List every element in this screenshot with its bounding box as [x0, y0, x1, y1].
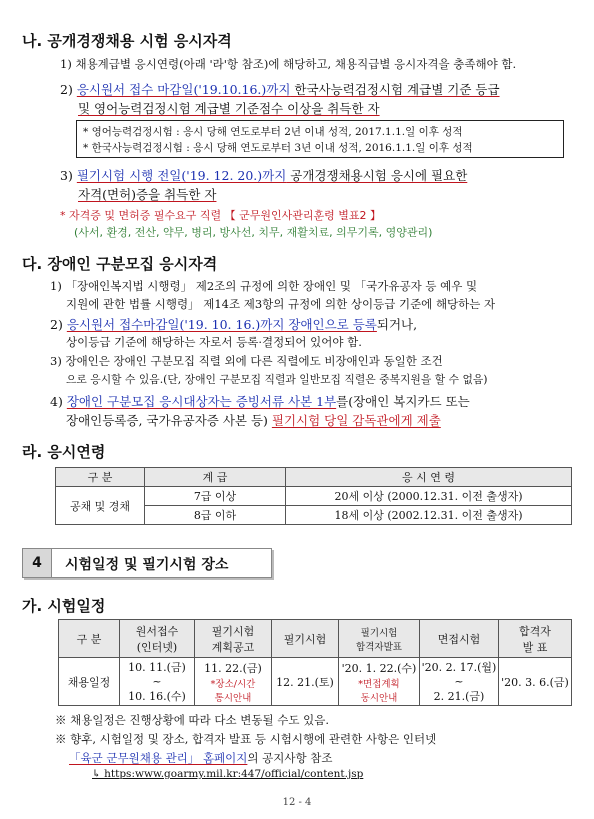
schedule-notice-cell — [195, 658, 272, 706]
age-grade-cell: 8급 이하 — [145, 506, 286, 525]
schedule-header-text: 필기시험 — [360, 627, 398, 639]
ga-note-1: ※ 채용일정은 진행상황에 따라 다소 변동될 수도 있음. — [55, 713, 330, 727]
schedule-header-text: 면접시험 — [437, 632, 481, 646]
da-item-2 — [50, 315, 417, 333]
schedule-cell-text: ~ — [152, 675, 162, 688]
age-header-grade: 계 급 — [145, 468, 286, 487]
schedule-interview-cell — [420, 658, 499, 706]
section-title-ga: 가. 시험일정 — [22, 597, 106, 615]
da-item-1-line-2: 지원에 관한 법률 시행령」 제14조 제3항의 규정에 의한 상이등급 기준에 해당하는 자 — [66, 297, 496, 311]
schedule-cell-note: 동시안내 — [360, 692, 398, 704]
recruitment-homepage-link[interactable]: 「육군 군무원채용 관리」 홈페이지 — [69, 751, 248, 765]
da-item-4-proof: 장애인 구분모집 응시대상자는 증빙서류 사본 1부 — [66, 394, 337, 409]
da-item-3-line-1: 3) 장애인은 장애인 구분모집 직렬 외에 다른 직렬에도 비장애인과 동일한 조건 — [50, 354, 443, 368]
na-item-1: 1) 채용계급별 응시연령(아래 '라'항 참조)에 해당하고, 채용직급별 응시자격을 충족해야 함. — [60, 57, 517, 71]
da-item-4-submit: 필기시험 당일 감독관에게 제출 — [271, 413, 441, 428]
da-item-2-tail: 되거나, — [376, 317, 418, 332]
schedule-cell-text: '20. 1. 22.(수) — [341, 661, 417, 675]
page-number: 12 - 4 — [282, 797, 312, 808]
schedule-exam-cell: 12. 21.(토) — [272, 658, 339, 706]
section-4-number: 4 — [23, 549, 52, 577]
da-item-2-num: 2) — [50, 317, 63, 332]
da-item-3-line-2: 으로 응시할 수 있음.(단, 장애인 구분모집 직렬과 일반모집 직렬은 중복지원을 할 수 없음) — [66, 373, 488, 386]
na-item-2-english: 및 영어능력검정시험 계급별 기준점수 이상을 취득한 자 — [78, 101, 380, 116]
section-title-na: 나. 공개경쟁채용 시험 응시자격 — [22, 32, 232, 50]
schedule-cell-text: 2. 21.(금) — [433, 690, 485, 703]
na-note-english: * 영어능력검정시험 : 응시 당해 연도로부터 2년 이내 성적, 2017.1.1.일 이후 성적 — [83, 126, 463, 138]
ga-note-3-tail: 의 공지사항 참조 — [247, 751, 333, 765]
na-item-2-deadline: 응시원서 접수 마감일('19.10.16.)까지 — [76, 82, 291, 97]
schedule-header-text: 발 표 — [522, 640, 548, 654]
na-item-3-license: 자격(면허)증을 취득한 자 — [78, 187, 217, 202]
da-item-2-deadline: 응시원서 접수마감일('19. 10. 16.)까지 — [66, 317, 285, 332]
na-required-license-list: (사서, 환경, 전산, 약무, 병리, 방사선, 치무, 재활치료, 의무기록, 영양관리) — [74, 226, 433, 239]
section-4-title: 시험일정 및 필기시험 장소 — [65, 557, 229, 573]
schedule-table — [58, 619, 572, 706]
section-4-header — [22, 548, 272, 578]
schedule-result-cell — [339, 658, 420, 706]
na-note-korean-history: * 한국사능력검정시험 : 응시 당해 연도로부터 3년 이내 성적, 2016.1.1.일 이후 성적 — [83, 142, 473, 154]
schedule-cell-text: ~ — [454, 675, 464, 688]
schedule-header-application — [120, 620, 195, 658]
schedule-row-label: 채용일정 — [59, 658, 120, 706]
schedule-header-final — [499, 620, 572, 658]
schedule-header-text: 계획공고 — [211, 640, 255, 654]
na-item-2-num: 2) — [60, 82, 73, 97]
homepage-url-link[interactable]: ↳ https:www.goarmy.mil.kr:447/official/content.jsp — [92, 768, 364, 780]
schedule-header-text: 필기시험 — [283, 632, 327, 646]
schedule-cell-note: 통시안내 — [214, 692, 252, 704]
na-item-2 — [60, 80, 500, 98]
da-item-2-line-2: 상이등급 기준에 해당하는 자로서 등록·결정되어 있어야 함. — [66, 335, 362, 349]
na-item-2-korean-history: 한국사능력검정시험 계급별 기준 등급 — [290, 82, 500, 97]
da-item-4-documents: 장애인등록증, 국가유공자증 사본 등) — [66, 413, 272, 428]
schedule-header-text: 합격자 — [519, 624, 551, 638]
schedule-header-category — [59, 620, 120, 658]
na-notes-box — [76, 120, 564, 158]
da-item-4 — [50, 392, 470, 410]
na-item-3 — [60, 166, 467, 184]
da-item-4-num: 4) — [50, 394, 63, 409]
schedule-cell-text: '20. 2. 17.(월) — [421, 661, 497, 674]
na-required-license-note: * 자격증 및 면허증 필수요구 직렬 【 군무원인사관리훈령 별표2 】 — [60, 209, 381, 222]
age-header-category: 구 분 — [56, 468, 145, 487]
schedule-header-text: (인터넷) — [136, 640, 178, 654]
section-title-da: 다. 장애인 구분모집 응시자격 — [22, 255, 218, 273]
schedule-cell-text: 10. 16.(수) — [128, 690, 186, 703]
da-item-4-tail: 를(장애인 복지카드 또는 — [336, 394, 470, 409]
schedule-header-written-notice — [195, 620, 272, 658]
na-item-3-deadline: 필기시험 시행 전일('19. 12. 20.)까지 — [76, 168, 287, 183]
section-title-ra: 라. 응시연령 — [22, 443, 106, 461]
schedule-header-text: 구 분 — [76, 632, 102, 646]
schedule-cell-text: 10. 11.(금) — [128, 661, 186, 674]
schedule-cell-text: 11. 22.(금) — [204, 661, 262, 675]
ga-note-2: ※ 향후, 시험일정 및 장소, 합격자 발표 등 시험시행에 관련한 사항은 인터넷 — [55, 732, 437, 746]
schedule-header-interview — [420, 620, 499, 658]
da-item-4-line-2 — [66, 411, 441, 429]
da-item-1-line-1: 1) 「장애인복지법 시행령」 제2조의 규정에 의한 장애인 및 「국가유공자 등 예우 및 — [50, 279, 478, 293]
schedule-cell-note: *장소/시간 — [210, 678, 256, 690]
na-item-3-num: 3) — [60, 168, 73, 183]
age-grade-cell: 7급 이상 — [145, 487, 286, 506]
na-item-3-requirement: 공개경쟁채용시험 응시에 필요한 — [286, 168, 468, 183]
table-row — [56, 487, 572, 506]
schedule-final-cell: '20. 3. 6.(금) — [499, 658, 572, 706]
schedule-header-text: 원서접수 — [135, 624, 179, 638]
schedule-header-written-result — [339, 620, 420, 658]
ga-note-3 — [69, 750, 332, 766]
schedule-cell-note: *면접계획 — [358, 678, 400, 690]
age-header-age: 응 시 연 령 — [286, 468, 572, 487]
age-group-label: 공채 및 경채 — [56, 487, 145, 525]
schedule-header-text: 합격자발표 — [356, 641, 402, 653]
schedule-header-text: 필기시험 — [211, 624, 255, 638]
age-table — [55, 467, 572, 525]
age-value-cell: 20세 이상 (2000.12.31. 이전 출생자) — [286, 487, 572, 506]
table-row — [59, 658, 572, 706]
schedule-application-cell — [120, 658, 195, 706]
age-value-cell: 18세 이상 (2002.12.31. 이전 출생자) — [286, 506, 572, 525]
schedule-header-written-exam — [272, 620, 339, 658]
da-item-2-registration: 장애인으로 등록 — [284, 317, 377, 332]
